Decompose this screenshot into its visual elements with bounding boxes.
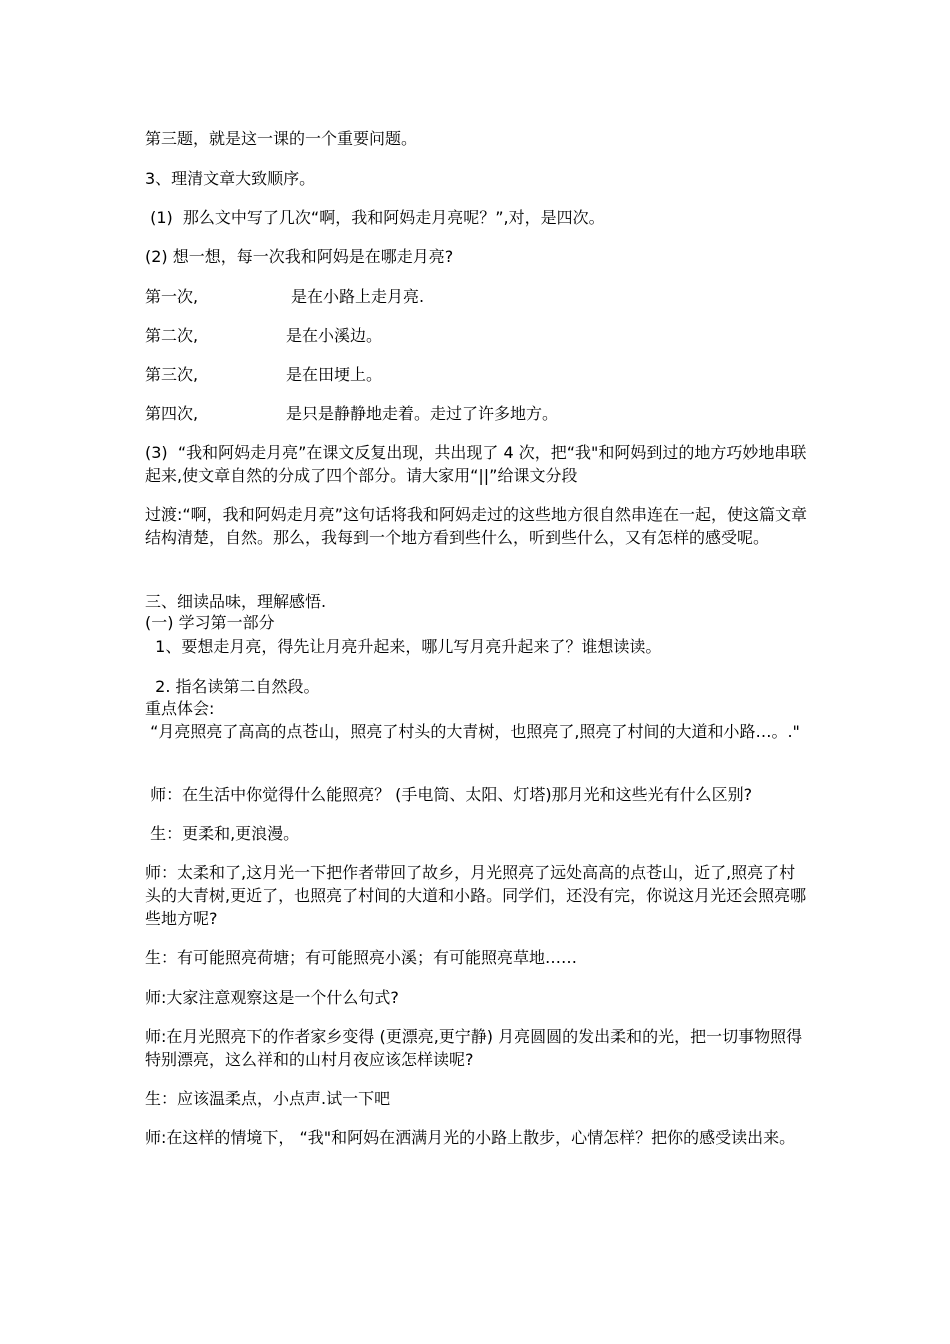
time-text: 是在小溪边。: [286, 326, 383, 345]
paragraph-item-2: (2) 想一想，每一次我和阿妈是在哪走月亮?: [145, 247, 454, 266]
paragraph-question-three: 第三题，就是这一课的一个重要问题。: [145, 129, 418, 148]
paragraph-item-1: (1) 那么文中写了几次“啊，我和阿妈走月亮呢？”,对，是四次。: [145, 208, 605, 227]
time-label: 第三次,: [145, 365, 199, 384]
paragraph-step-2: 2. 指名读第二自然段。: [145, 677, 320, 696]
paragraph-student-reading: 生：应该温柔点，小点声.试一下吧: [145, 1089, 391, 1108]
list-item-fourth-time: [145, 402, 559, 425]
paragraph-key-point-label: 重点体会:: [145, 699, 215, 718]
time-text: 是在田埂上。: [286, 365, 383, 384]
paragraph-teacher-reading: 师:在月光照亮下的作者家乡变得 (更漂亮,更宁静) 月亮圆圆的发出柔和的光，把一切事物照得特别漂亮，这么祥和的山村月夜应该怎样读呢?: [145, 1027, 803, 1069]
paragraph-part-one-heading: (一) 学习第一部分: [145, 613, 275, 632]
time-label: 第一次,: [145, 287, 199, 306]
paragraph-teacher-explain: 师：太柔和了,这月光一下把作者带回了故乡，月光照亮了远处高高的点苍山，近了,照亮了村头的大青树,更近了，也照亮了村间的大道和小路。同学们，还没有完，你说这月光还会照亮哪些地方呢?: [145, 863, 807, 928]
list-item-second-time: [145, 324, 383, 347]
paragraph-student-answer: 生：更柔和,更浪漫。: [145, 824, 300, 843]
time-text: 是只是静静地走着。走过了许多地方。: [286, 404, 559, 423]
time-label: 第四次,: [145, 404, 199, 423]
paragraph-teacher-question: 师：在生活中你觉得什么能照亮？ (手电筒、太阳、灯塔)那月光和这些光有什么区别?: [145, 785, 753, 804]
time-label: 第二次,: [145, 326, 199, 345]
list-item-first-time: [145, 285, 425, 308]
list-item-third-time: [145, 363, 383, 386]
paragraph-item-3: (3) “我和阿妈走月亮”在课文反复出现，共出现了 4 次，把“我"和阿妈到过的地方巧妙地串联起来,使文章自然的分成了四个部分。请大家用“||”给课文分段: [145, 443, 807, 485]
paragraph-quote: “月亮照亮了高高的点苍山，照亮了村头的大青树，也照亮了,照亮了村间的大道和小路…。.": [145, 722, 800, 741]
time-text: 是在小路上走月亮.: [291, 287, 425, 306]
paragraph-teacher-sentence-pattern: 师:大家注意观察这是一个什么句式?: [145, 988, 399, 1007]
paragraph-section-three-heading: 三、细读品味，理解感悟.: [145, 592, 327, 611]
paragraph-transition: 过渡:“啊，我和阿妈走月亮”这句话将我和阿妈走过的这些地方很自然串连在一起，使这篇文章结构清楚，自然。那么，我每到一个地方看到些什么，听到些什么，又有怎样的感受呢。: [145, 505, 807, 547]
paragraph-student-possibilities: 生：有可能照亮荷塘；有可能照亮小溪；有可能照亮草地……: [145, 948, 578, 967]
paragraph-step-1: 1、要想走月亮，得先让月亮升起来，哪儿写月亮升起来了？谁想读读。: [145, 637, 662, 656]
paragraph-teacher-feeling: 师:在这样的情境下， “我"和阿妈在洒满月光的小路上散步，心情怎样？把你的感受读出来。: [145, 1128, 796, 1147]
paragraph-section-3-heading: 3、理清文章大致顺序。: [145, 169, 316, 188]
